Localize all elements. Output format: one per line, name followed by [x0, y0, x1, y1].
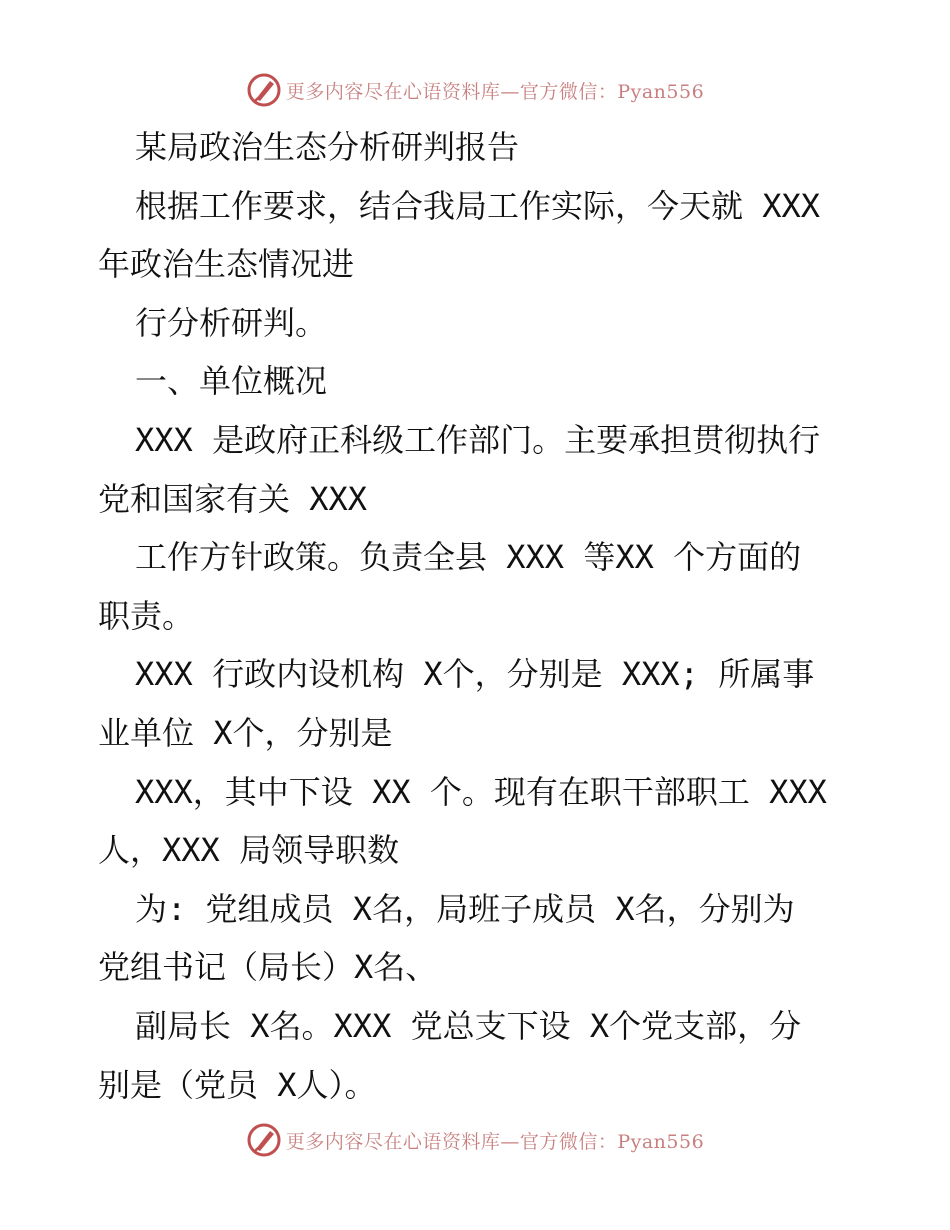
- text-line: 党和国家有关 XXX: [98, 479, 368, 518]
- document-body: [98, 118, 858, 1114]
- text-line: 职责。: [98, 596, 195, 635]
- text-line: 副局长 X名。XXX 党总支下设 X个党支部，分: [135, 1006, 802, 1045]
- text-line: 工作方针政策。负责全县 XXX 等XX 个方面的: [135, 538, 802, 577]
- text-line: 人，XXX 局领导职数: [98, 831, 400, 870]
- text-line: 某局政治生态分析研判报告: [135, 128, 520, 166]
- header-watermark: [0, 68, 950, 112]
- text-line: XXX 行政内设机构 X个，分别是 XXX; 所属事: [135, 655, 815, 694]
- text-line: 年政治生态情况进: [98, 245, 355, 284]
- text-line: 党组书记（局长）X名、: [98, 948, 438, 987]
- text-line: 根据工作要求，结合我局工作实际，今天就 XXX: [135, 186, 821, 225]
- text-line: 一、单位概况: [135, 362, 328, 401]
- text-line: XXX 是政府正科级工作部门。主要承担贯彻执行: [135, 420, 821, 459]
- footer-watermark: [0, 1118, 950, 1162]
- text-line: 行分析研判。: [135, 303, 328, 342]
- text-line: 为: 党组成员 X名，局班子成员 X名，分别为: [135, 889, 795, 928]
- text-line: 别是（党员 X人）。: [98, 1065, 377, 1104]
- text-line: 业单位 X个，分别是: [98, 713, 393, 752]
- watermark-text: 更多内容尽在心语资料库—官方微信：Pyan556: [285, 80, 705, 103]
- quill-pen-icon: [246, 1122, 282, 1158]
- quill-pen-icon: [246, 72, 282, 108]
- watermark-text: 更多内容尽在心语资料库—官方微信：Pyan556: [285, 1130, 705, 1153]
- text-line: XXX，其中下设 XX 个。现有在职干部职工 XXX: [135, 772, 827, 811]
